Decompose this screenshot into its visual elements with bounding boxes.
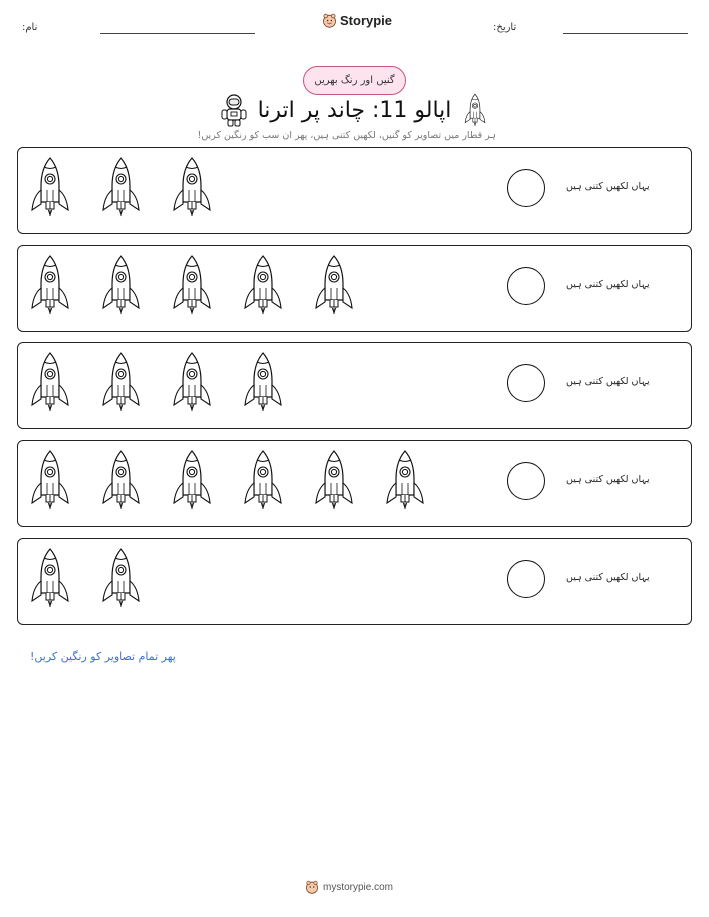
name-line	[100, 33, 255, 34]
count-label: یہاں لکھیں کتنی ہیں	[566, 376, 650, 387]
astronaut-icon	[220, 93, 248, 127]
activity-badge: گنیں اور رنگ بھریں	[303, 66, 406, 95]
rocket-icon	[172, 351, 212, 413]
rocket-group	[30, 449, 425, 511]
storypie-logo-icon	[305, 880, 319, 894]
rocket-icon	[172, 449, 212, 511]
title-row	[212, 92, 497, 128]
worksheet-header	[0, 0, 709, 45]
rocket-group	[30, 547, 141, 609]
answer-circle[interactable]	[507, 560, 545, 598]
page-title: اپالو 11: چاند پر اترنا	[257, 97, 452, 123]
date-line	[563, 33, 688, 34]
rocket-icon	[30, 254, 70, 316]
storypie-logo-icon	[322, 13, 337, 28]
answer-circle[interactable]	[507, 267, 545, 305]
instructions-text: ہر قطار میں تصاویر کو گنیں، لکھیں کتنی ہیں، پھر ان سب کو رنگین کریں!	[197, 130, 496, 141]
rocket-icon	[243, 351, 283, 413]
rocket-icon	[101, 156, 141, 218]
count-label: یہاں لکھیں کتنی ہیں	[566, 181, 650, 192]
rocket-icon	[243, 254, 283, 316]
rocket-icon	[172, 254, 212, 316]
answer-circle[interactable]	[507, 169, 545, 207]
count-label: یہاں لکھیں کتنی ہیں	[566, 279, 650, 290]
rocket-icon	[314, 254, 354, 316]
rocket-icon	[314, 449, 354, 511]
rocket-icon	[30, 156, 70, 218]
brand-name: Storypie	[340, 13, 393, 28]
name-label: نام:	[22, 22, 38, 33]
rocket-icon	[30, 449, 70, 511]
rocket-icon	[385, 449, 425, 511]
rocket-icon	[101, 449, 141, 511]
counting-row	[17, 538, 692, 625]
counting-row	[17, 245, 692, 332]
counting-row	[17, 440, 692, 527]
rocket-group	[30, 156, 212, 218]
rocket-icon	[30, 547, 70, 609]
count-label: یہاں لکھیں کتنی ہیں	[566, 474, 650, 485]
counting-row	[17, 147, 692, 234]
answer-circle[interactable]	[507, 462, 545, 500]
answer-circle[interactable]	[507, 364, 545, 402]
rocket-group	[30, 351, 283, 413]
rocket-icon	[172, 156, 212, 218]
rocket-icon	[101, 547, 141, 609]
brand-logo	[322, 13, 392, 28]
count-label: یہاں لکھیں کتنی ہیں	[566, 572, 650, 583]
rocket-icon	[101, 254, 141, 316]
rocket-icon	[461, 93, 489, 127]
rocket-icon	[243, 449, 283, 511]
rocket-group	[30, 254, 354, 316]
date-label: تاریخ:	[493, 22, 517, 33]
footer-site: mystorypie.com	[323, 881, 394, 893]
rocket-icon	[101, 351, 141, 413]
coloring-note: پھر تمام تصاویر کو رنگین کریں!	[30, 650, 176, 663]
counting-row	[17, 342, 692, 429]
rocket-icon	[30, 351, 70, 413]
page-footer	[305, 880, 393, 894]
